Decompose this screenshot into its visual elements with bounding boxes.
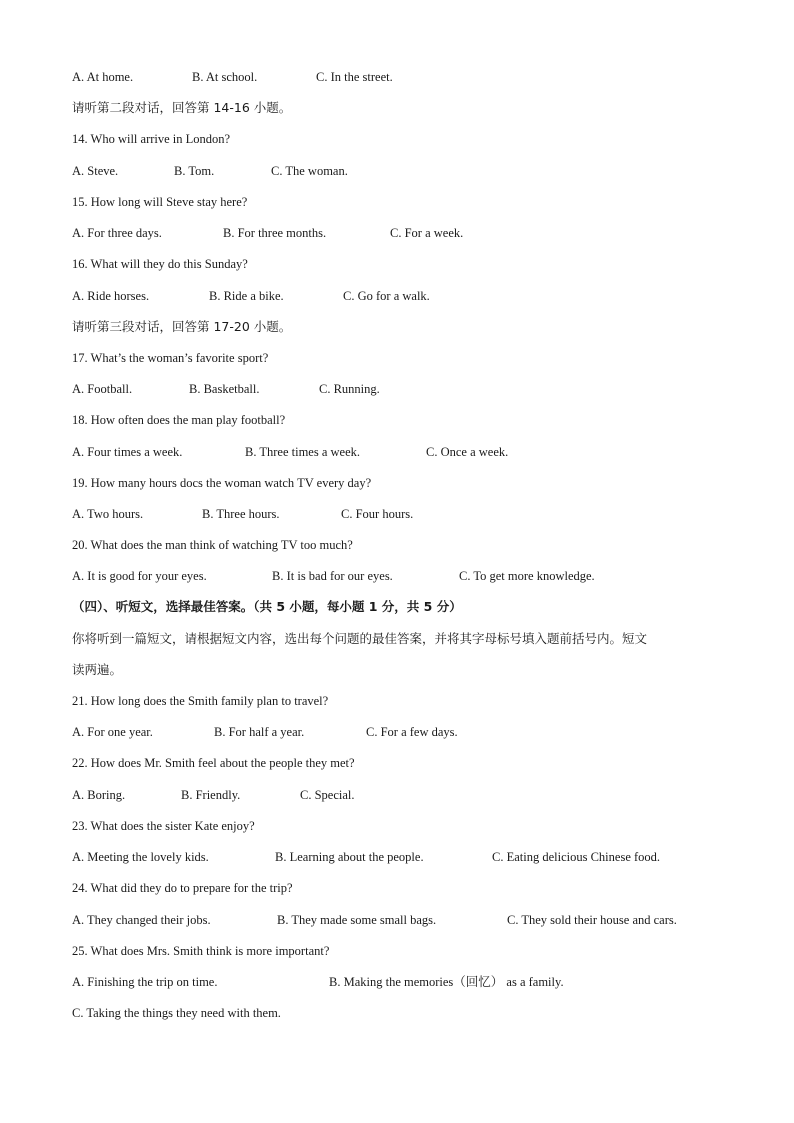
dialog2-instruction: 请听第二段对话，回答第 14-16 小题。 — [72, 100, 292, 115]
section4-heading: （四）、听短文，选择最佳答案。（共 5 小题，每小题 1 分，共 5 分） — [72, 599, 462, 614]
q25-option-c[interactable]: C. Taking the things they need with them. — [72, 1006, 281, 1020]
q15-question: 15. How long will Steve stay here? — [72, 195, 248, 209]
q24-question: 24. What did they do to prepare for the trip? — [72, 881, 293, 895]
q16-question: 16. What will they do this Sunday? — [72, 257, 248, 271]
q21-option-b[interactable]: B. For half a year. — [214, 725, 305, 739]
q18-option-a[interactable]: A. Four times a week. — [72, 445, 183, 459]
q17-option-a[interactable]: A. Football. — [72, 382, 133, 396]
q22-question: 22. How does Mr. Smith feel about the people they met? — [72, 756, 355, 770]
q20-option-a[interactable]: A. It is good for your eyes. — [72, 569, 207, 583]
q18-option-b[interactable]: B. Three times a week. — [245, 445, 361, 459]
q14-option-c[interactable]: C. The woman. — [271, 164, 348, 178]
q22-option-b[interactable]: B. Friendly. — [181, 788, 241, 802]
q14-option-b[interactable]: B. Tom. — [174, 164, 215, 178]
q16-option-c[interactable]: C. Go for a walk. — [343, 289, 430, 303]
q20-option-c[interactable]: C. To get more knowledge. — [459, 569, 595, 583]
q23-option-a[interactable]: A. Meeting the lovely kids. — [72, 850, 209, 864]
q17-option-b[interactable]: B. Basketball. — [189, 382, 260, 396]
q14-option-a[interactable]: A. Steve. — [72, 164, 119, 178]
q20-question: 20. What does the man think of watching TV too much? — [72, 538, 353, 552]
q14-question: 14. Who will arrive in London? — [72, 132, 231, 146]
q23-option-b[interactable]: B. Learning about the people. — [275, 850, 424, 864]
section4-instruction-line2: 读两遍。 — [72, 662, 123, 677]
q24-option-c[interactable]: C. They sold their house and cars. — [507, 913, 677, 927]
q19-option-a[interactable]: A. Two hours. — [72, 507, 144, 521]
q23-option-c[interactable]: C. Eating delicious Chinese food. — [492, 850, 661, 864]
q19-question: 19. How many hours docs the woman watch TV every day? — [72, 476, 372, 490]
q25-question: 25. What does Mrs. Smith think is more important? — [72, 944, 330, 958]
q15-option-b[interactable]: B. For three months. — [223, 226, 327, 240]
q13-option-c[interactable]: C. In the street. — [316, 70, 393, 84]
q18-question: 18. How often does the man play football? — [72, 413, 286, 427]
q19-option-b[interactable]: B. Three hours. — [202, 507, 280, 521]
q17-option-c[interactable]: C. Running. — [319, 382, 380, 396]
q19-option-c[interactable]: C. Four hours. — [341, 507, 414, 521]
q16-option-b[interactable]: B. Ride a bike. — [209, 289, 284, 303]
q13-option-a[interactable]: A. At home. — [72, 70, 134, 84]
q25-option-b[interactable]: B. Making the memories（回忆） as a family. — [329, 975, 564, 989]
q22-option-a[interactable]: A. Boring. — [72, 788, 126, 802]
q15-option-c[interactable]: C. For a week. — [390, 226, 464, 240]
q13-option-b[interactable]: B. At school. — [192, 70, 258, 84]
q17-question: 17. What’s the woman’s favorite sport? — [72, 351, 269, 365]
q15-option-a[interactable]: A. For three days. — [72, 226, 162, 240]
q21-option-c[interactable]: C. For a few days. — [366, 725, 458, 739]
q25-option-a[interactable]: A. Finishing the trip on time. — [72, 975, 218, 989]
q20-option-b[interactable]: B. It is bad for our eyes. — [272, 569, 393, 583]
q21-question: 21. How long does the Smith family plan to travel? — [72, 694, 329, 708]
q24-option-b[interactable]: B. They made some small bags. — [277, 913, 437, 927]
q21-option-a[interactable]: A. For one year. — [72, 725, 153, 739]
dialog3-instruction: 请听第三段对话，回答第 17-20 小题。 — [72, 319, 292, 334]
q16-option-a[interactable]: A. Ride horses. — [72, 289, 150, 303]
q18-option-c[interactable]: C. Once a week. — [426, 445, 509, 459]
section4-instruction-line1: 你将听到一篇短文，请根据短文内容，选出每个问题的最佳答案，并将其字母标号填入题前括号内。短文 — [72, 631, 648, 646]
q24-option-a[interactable]: A. They changed their jobs. — [72, 913, 211, 927]
q23-question: 23. What does the sister Kate enjoy? — [72, 819, 255, 833]
q22-option-c[interactable]: C. Special. — [300, 788, 355, 802]
